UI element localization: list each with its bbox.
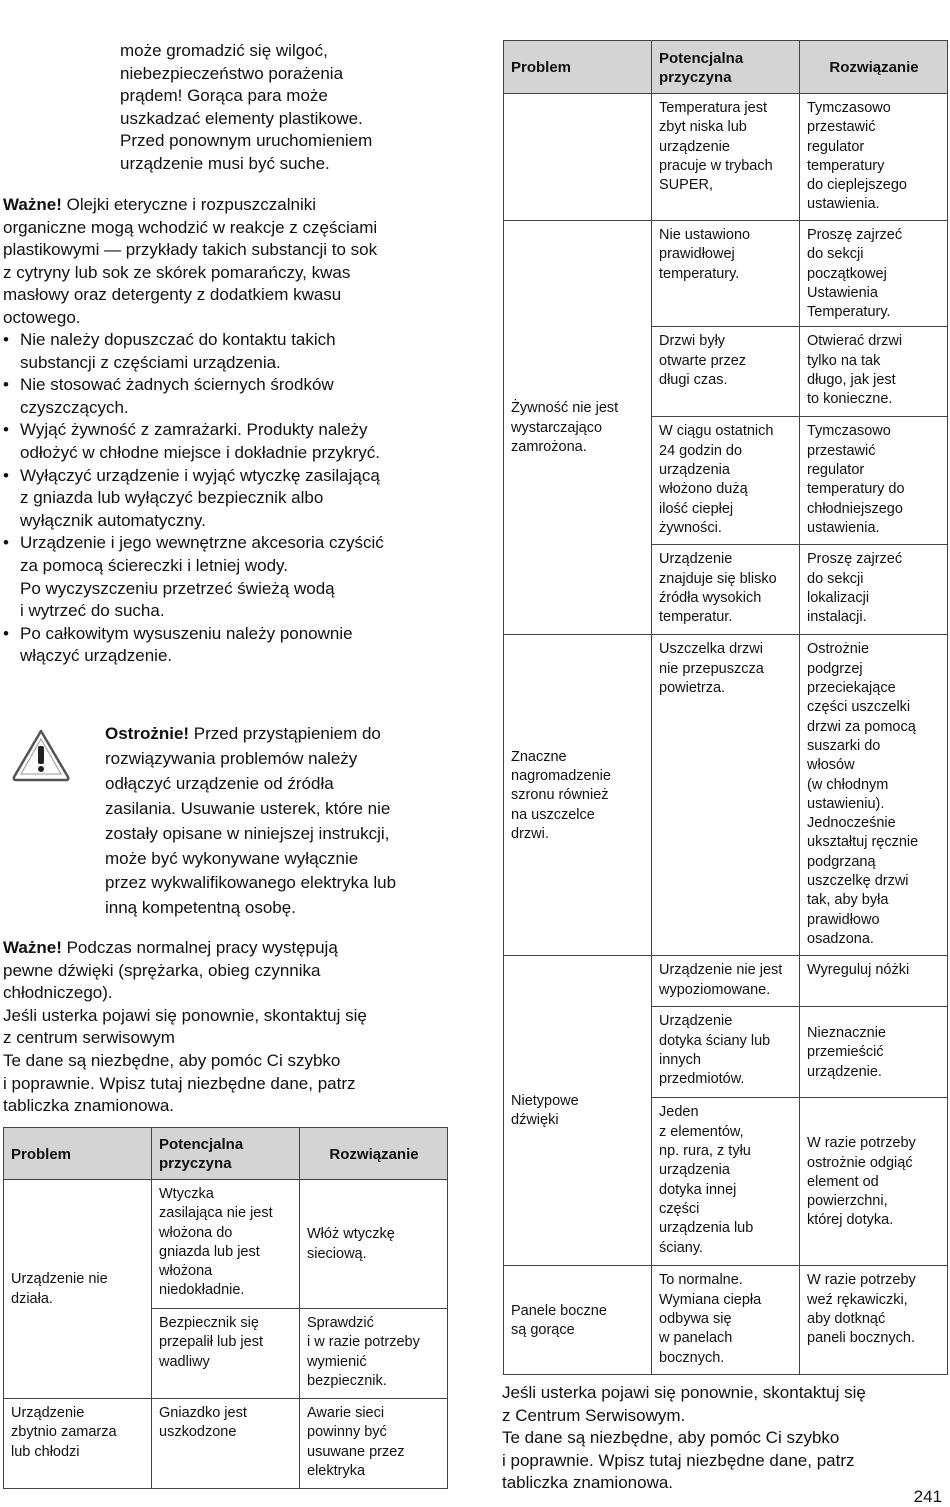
table-header-row: [4, 1128, 448, 1180]
text-line: aby dotknąć: [807, 1311, 886, 1328]
text-line: odłożyć w chłodne miejsce i dokładnie przykryć.: [20, 442, 380, 462]
text-line: Ustawienia: [807, 284, 878, 301]
text-line: Podczas normalnej pracy występują: [61, 938, 338, 957]
text-line: gniazda lub jest: [159, 1243, 260, 1260]
problem-cell: [504, 956, 652, 1266]
solution-cell: [800, 1007, 948, 1098]
text-line: żywności.: [659, 519, 722, 536]
text-line: Te dane są niezbędne, aby pomóc Ci szybko: [3, 1050, 341, 1070]
text-line: • Wyjąć żywność z zamrażarki. Produkty należy: [20, 420, 368, 440]
text-line: dotyka ściany lub: [659, 1032, 771, 1049]
text-line: to konieczne.: [807, 391, 893, 408]
table-header-row: [504, 41, 948, 94]
important-label: Ważne!: [3, 195, 62, 214]
cleaning-steps-list: [3, 329, 443, 668]
text-line: Uszczelka drzwi: [659, 641, 763, 658]
text-line: temperatury.: [659, 265, 740, 282]
text-line: do sekcji: [807, 246, 864, 263]
text-line: z centrum serwisowym: [3, 1028, 175, 1048]
text-line: temperatury: [807, 157, 885, 174]
text-line: W ciągu ostatnich: [659, 423, 774, 440]
text-line: otwarte przez: [659, 352, 747, 369]
text-line: znajduje się blisko: [659, 570, 777, 587]
text-line: • Nie stosować żadnych ściernych środków: [20, 375, 334, 395]
problem-cell: [4, 1180, 152, 1399]
text-line: z cytryny lub sok ze skórek pomarańczy, kwas: [3, 262, 351, 282]
text-line: przepalił lub jest: [159, 1334, 263, 1351]
text-line: substancji z częściami urządzenia.: [20, 352, 281, 372]
text-line: • Nie należy dopuszczać do kontaktu takich: [20, 330, 336, 349]
text-line: Awarie sieci: [307, 1405, 385, 1421]
list-item: [3, 532, 443, 622]
text-line: pewne dźwięki (sprężarka, obieg czynnika: [3, 960, 321, 980]
text-line: • Po całkowitym wysuszeniu należy ponownie: [20, 623, 353, 643]
text-line: Żywność nie jest: [511, 400, 619, 417]
problem-cell: [504, 1266, 652, 1375]
text-line: części uszczelki: [807, 699, 911, 716]
text-line: Urządzenie nie jest: [659, 962, 783, 979]
text-line: działa.: [11, 1290, 53, 1307]
text-line: może gromadzić się wilgoć,: [120, 41, 328, 60]
text-line: ilość ciepłej: [659, 500, 734, 517]
table-row: [504, 635, 948, 956]
text-line: Panele boczne: [511, 1302, 607, 1319]
text-line: Nie ustawiono: [659, 227, 751, 243]
text-line: Ostrożnie: [807, 641, 870, 658]
text-line: części: [659, 1200, 700, 1217]
text-line: na uszczelce: [511, 806, 595, 823]
text-line: temperatury do: [807, 481, 905, 498]
text-line: Urządzenie: [659, 1013, 733, 1030]
text-line: urządzenia: [659, 1162, 730, 1179]
text-line: ustawienia.: [807, 519, 880, 536]
cause-cell: [152, 1399, 300, 1489]
solution-cell: [300, 1309, 448, 1399]
text-line: powietrza.: [659, 680, 726, 697]
text-line: urządzenia lub: [659, 1220, 754, 1237]
solution-cell: [800, 1266, 948, 1375]
text-line: niebezpieczeństwo porażenia: [120, 63, 344, 83]
text-line: prawidłowo: [807, 911, 880, 928]
text-line: niedokładnie.: [159, 1282, 245, 1299]
troubleshooting-table-right: [503, 40, 948, 1375]
text-line: tabliczka znamionowa.: [502, 1473, 674, 1493]
important-label: Ważne!: [3, 938, 62, 957]
text-line: włączyć urządzenie.: [20, 646, 173, 666]
text-line: może być wykonywane wyłącznie: [105, 848, 359, 868]
table-row: [4, 1180, 448, 1309]
text-line: urządzenie musi być suche.: [120, 153, 330, 173]
text-line: ostrożnie odgiąć: [807, 1154, 913, 1171]
cause-cell: [652, 545, 800, 635]
list-item: [3, 329, 443, 374]
list-item: [3, 374, 443, 419]
table-row: [504, 1266, 948, 1375]
cause-cell: [152, 1180, 300, 1309]
text-line: weź rękawiczki,: [807, 1291, 908, 1308]
text-line: osadzona.: [807, 930, 874, 947]
text-line: przedmiotów.: [659, 1071, 745, 1088]
text-line: przez wykwalifikowanego elektryka lub: [105, 873, 397, 893]
text-line: ściany.: [659, 1239, 704, 1256]
troubleshooting-table-left: [3, 1127, 448, 1489]
text-line: Wtyczka: [159, 1186, 214, 1202]
text-line: To normalne.: [659, 1272, 743, 1289]
text-line: początkowej: [807, 265, 887, 282]
caution-label: Ostrożnie!: [105, 724, 190, 743]
text-line: powinny być: [307, 1424, 387, 1441]
header-solution: Rozwiązanie: [300, 1128, 448, 1180]
cause-cell: [652, 327, 800, 417]
text-line: zbyt niska lub: [659, 119, 747, 136]
service-contact-note: [502, 1382, 942, 1495]
text-line: i wytrzeć do sucha.: [20, 601, 165, 621]
text-line: bezpiecznik.: [307, 1372, 387, 1389]
text-line: sieciową.: [307, 1245, 367, 1262]
text-line: i w razie potrzeby: [307, 1334, 420, 1351]
text-line: dotyka innej: [659, 1181, 737, 1198]
continued-paragraph: [120, 40, 440, 176]
text-line: Potencjalna: [659, 49, 744, 67]
problem-cell: [4, 1399, 152, 1489]
text-line: Przed ponownym uruchomieniem: [120, 131, 373, 151]
important-note-sounds: [3, 937, 443, 1118]
header-problem: Problem: [4, 1128, 152, 1180]
text-line: Znaczne: [511, 748, 567, 765]
text-line: Jednocześnie: [807, 815, 896, 832]
text-line: • Urządzenie i jego wewnętrzne akcesoria czyścić: [20, 533, 384, 553]
text-line: Drzwi były: [659, 333, 726, 350]
text-line: długi czas.: [659, 372, 728, 389]
table-row: [504, 94, 948, 221]
text-line: organiczne mogą wchodzić w reakcje z częściami: [3, 217, 378, 237]
text-line: masłowy oraz detergenty z dodatkiem kwasu: [3, 285, 342, 305]
text-line: SUPER,: [659, 177, 713, 194]
text-line: dźwięki: [511, 1112, 559, 1129]
text-line: wyłącznik automatyczny.: [20, 510, 206, 530]
text-line: plastikowymi — przykłady takich substancji to sok: [3, 240, 378, 260]
text-line: tabliczka znamionowa.: [3, 1096, 175, 1116]
text-line: Otwierać drzwi: [807, 333, 903, 350]
text-line: Olejki eteryczne i rozpuszczalniki: [61, 195, 317, 214]
text-line: uszkadzać elementy plastikowe.: [120, 108, 363, 128]
important-note-chemicals: [3, 194, 443, 330]
text-line: lub chłodzi: [11, 1443, 80, 1460]
problem-cell: [504, 221, 652, 635]
text-line: przeciekające: [807, 680, 896, 697]
text-line: w panelach: [659, 1330, 733, 1347]
text-line: Włóż wtyczkę: [307, 1226, 395, 1243]
text-line: podgrzaną: [807, 853, 876, 870]
header-solution: Rozwiązanie: [800, 41, 948, 94]
text-line: do cieplejszego: [807, 177, 907, 194]
text-line: zostały opisane w niniejszej instrukcji,: [105, 823, 390, 843]
page-number: 241: [913, 1487, 942, 1506]
text-line: instalacji.: [807, 609, 867, 626]
text-line: innych: [659, 1052, 701, 1069]
solution-cell: [800, 635, 948, 956]
cause-cell: [652, 417, 800, 545]
text-line: wystarczająco: [511, 419, 603, 436]
text-line: i poprawnie. Wpisz tutaj niezbędne dane, patrz: [502, 1450, 855, 1470]
text-line: ukształtuj ręcznie: [807, 834, 919, 851]
text-line: zbytnio zamarza: [11, 1424, 117, 1441]
text-line: Proszę zajrzeć: [807, 551, 903, 568]
text-line: Jeśli usterka pojawi się ponownie, skontaktuj się: [502, 1383, 866, 1402]
solution-cell: [800, 94, 948, 221]
table-row: [504, 221, 948, 327]
text-line: Te dane są niezbędne, aby pomóc Ci szybko: [502, 1428, 840, 1448]
text-line: za pomocą ściereczki i letniej wody.: [20, 555, 289, 575]
text-line: Proszę zajrzeć: [807, 227, 903, 243]
text-line: Wymiana ciepła: [659, 1291, 762, 1308]
text-line: prawidłowej: [659, 246, 735, 263]
text-line: Urządzenie: [11, 1405, 85, 1421]
text-line: drzwi.: [511, 825, 549, 842]
text-line: włożona do: [159, 1224, 233, 1241]
text-line: i poprawnie. Wpisz tutaj niezbędne dane, patrz: [3, 1073, 356, 1093]
text-line: prądem! Gorąca para może: [120, 86, 328, 106]
problem-cell: [504, 94, 652, 221]
text-line: nie przepuszcza: [659, 660, 764, 677]
text-line: Bezpiecznik się: [159, 1315, 259, 1331]
text-line: Temperatury.: [807, 304, 891, 321]
text-line: której dotyka.: [807, 1212, 894, 1229]
header-cause: [152, 1128, 300, 1180]
text-line: tak, aby była: [807, 892, 889, 909]
text-line: do sekcji: [807, 570, 864, 587]
text-line: szronu również: [511, 787, 609, 804]
text-line: włosów: [807, 757, 855, 774]
text-line: są gorące: [511, 1321, 575, 1338]
text-line: przestawić: [807, 119, 876, 136]
table-row: [4, 1399, 448, 1489]
text-line: urządzenia: [659, 462, 730, 479]
cause-cell: [652, 1098, 800, 1266]
text-line: odbywa się: [659, 1311, 732, 1328]
text-line: włożona: [159, 1263, 213, 1280]
text-line: chłodniczego).: [3, 983, 113, 1003]
solution-cell: [300, 1180, 448, 1309]
solution-cell: [800, 545, 948, 635]
text-line: przyczyna: [659, 68, 732, 86]
text-line: Przed przystąpieniem do: [189, 724, 381, 743]
text-line: W razie potrzeby: [807, 1135, 916, 1152]
text-line: przemieścić: [807, 1044, 884, 1061]
text-line: elektryka: [307, 1462, 366, 1479]
text-line: suszarki do: [807, 737, 881, 754]
cause-cell: [152, 1309, 300, 1399]
text-line: ustawienia.: [807, 196, 880, 213]
cause-cell: [652, 1007, 800, 1098]
text-line: powierzchni,: [807, 1193, 888, 1210]
header-cause: [652, 41, 800, 94]
text-line: Tymczasowo: [807, 100, 891, 116]
text-line: octowego.: [3, 307, 81, 327]
cause-cell: [652, 94, 800, 221]
text-line: nagromadzenie: [511, 768, 611, 785]
text-line: długo, jak jest: [807, 372, 896, 389]
text-line: Wyreguluj nóżki: [807, 962, 910, 979]
list-item: [3, 419, 443, 464]
text-line: regulator: [807, 138, 865, 155]
cause-cell: [652, 1266, 800, 1375]
text-line: drzwi za pomocą: [807, 718, 916, 735]
text-line: regulator: [807, 462, 865, 479]
text-line: Potencjalna: [159, 1136, 244, 1153]
text-line: lokalizacji: [807, 590, 870, 607]
text-line: np. rura, z tyłu: [659, 1143, 751, 1160]
text-line: (w chłodnym: [807, 776, 889, 793]
text-line: z gniazda lub wyłączyć bezpiecznik albo: [20, 488, 324, 508]
text-line: przestawić: [807, 442, 876, 459]
text-line: czyszczących.: [20, 397, 129, 417]
text-line: z Centrum Serwisowym.: [502, 1405, 686, 1425]
text-line: podgrzej: [807, 660, 863, 677]
text-line: W razie potrzeby: [807, 1272, 916, 1289]
text-line: Tymczasowo: [807, 423, 891, 440]
list-item: [3, 465, 443, 533]
solution-cell: [800, 417, 948, 545]
text-line: zasilania. Usuwanie usterek, które nie: [105, 798, 391, 818]
text-line: odłączyć urządzenie od źródła: [105, 773, 334, 793]
text-line: wadliwy: [159, 1353, 210, 1370]
solution-cell: [300, 1399, 448, 1489]
text-line: źródła wysokich: [659, 590, 762, 607]
text-line: wymienić: [307, 1353, 367, 1370]
solution-cell: [800, 956, 948, 1007]
text-line: inną kompetentną osobę.: [105, 898, 296, 918]
caution-note: [105, 722, 445, 921]
warning-triangle-icon: [10, 727, 72, 783]
text-line: Nieznacznie: [807, 1025, 886, 1042]
text-line: zasilająca nie jest: [159, 1205, 273, 1222]
text-line: element od: [807, 1173, 879, 1190]
text-line: urządzenie: [659, 138, 730, 155]
text-line: rozwiązywania problemów należy: [105, 748, 358, 768]
text-line: Nietypowe: [511, 1093, 579, 1110]
header-problem: Problem: [504, 41, 652, 94]
solution-cell: [800, 327, 948, 417]
text-line: uszkodzone: [159, 1424, 237, 1441]
text-line: bocznych.: [659, 1349, 725, 1366]
text-line: chłodniejszego: [807, 500, 903, 517]
text-line: Jeśli usterka pojawi się ponownie, skontaktuj się: [3, 1005, 367, 1025]
problem-cell: [504, 635, 652, 956]
text-line: temperatur.: [659, 609, 733, 626]
text-line: włożono dużą: [659, 481, 748, 498]
text-line: • Wyłączyć urządzenie i wyjąć wtyczkę zasilającą: [20, 465, 380, 485]
solution-cell: [800, 221, 948, 327]
text-line: Urządzenie: [659, 551, 733, 568]
list-item: [3, 623, 443, 668]
cause-cell: [652, 221, 800, 327]
text-line: pracuje w trybach: [659, 157, 773, 174]
text-line: Jeden: [659, 1104, 699, 1121]
table-row: [504, 956, 948, 1007]
text-line: przyczyna: [159, 1155, 232, 1172]
text-line: Gniazdko jest: [159, 1405, 247, 1421]
text-line: urządzenie.: [807, 1063, 882, 1080]
text-line: wypoziomowane.: [659, 981, 771, 998]
text-line: 24 godzin do: [659, 442, 743, 459]
text-line: Urządzenie nie: [11, 1271, 108, 1288]
text-line: Temperatura jest: [659, 100, 767, 116]
text-line: z elementów,: [659, 1123, 744, 1140]
cause-cell: [652, 635, 800, 956]
cause-cell: [652, 956, 800, 1007]
text-line: paneli bocznych.: [807, 1330, 916, 1347]
text-line: Sprawdzić: [307, 1315, 374, 1331]
text-line: ustawieniu).: [807, 795, 885, 812]
text-line: zamrożona.: [511, 438, 587, 455]
solution-cell: [800, 1098, 948, 1266]
text-line: tylko na tak: [807, 352, 881, 369]
text-line: uszczelkę drzwi: [807, 873, 909, 890]
text-line: usuwane przez: [307, 1443, 405, 1460]
text-line: Po wyczyszczeniu przetrzeć świeżą wodą: [20, 578, 335, 598]
